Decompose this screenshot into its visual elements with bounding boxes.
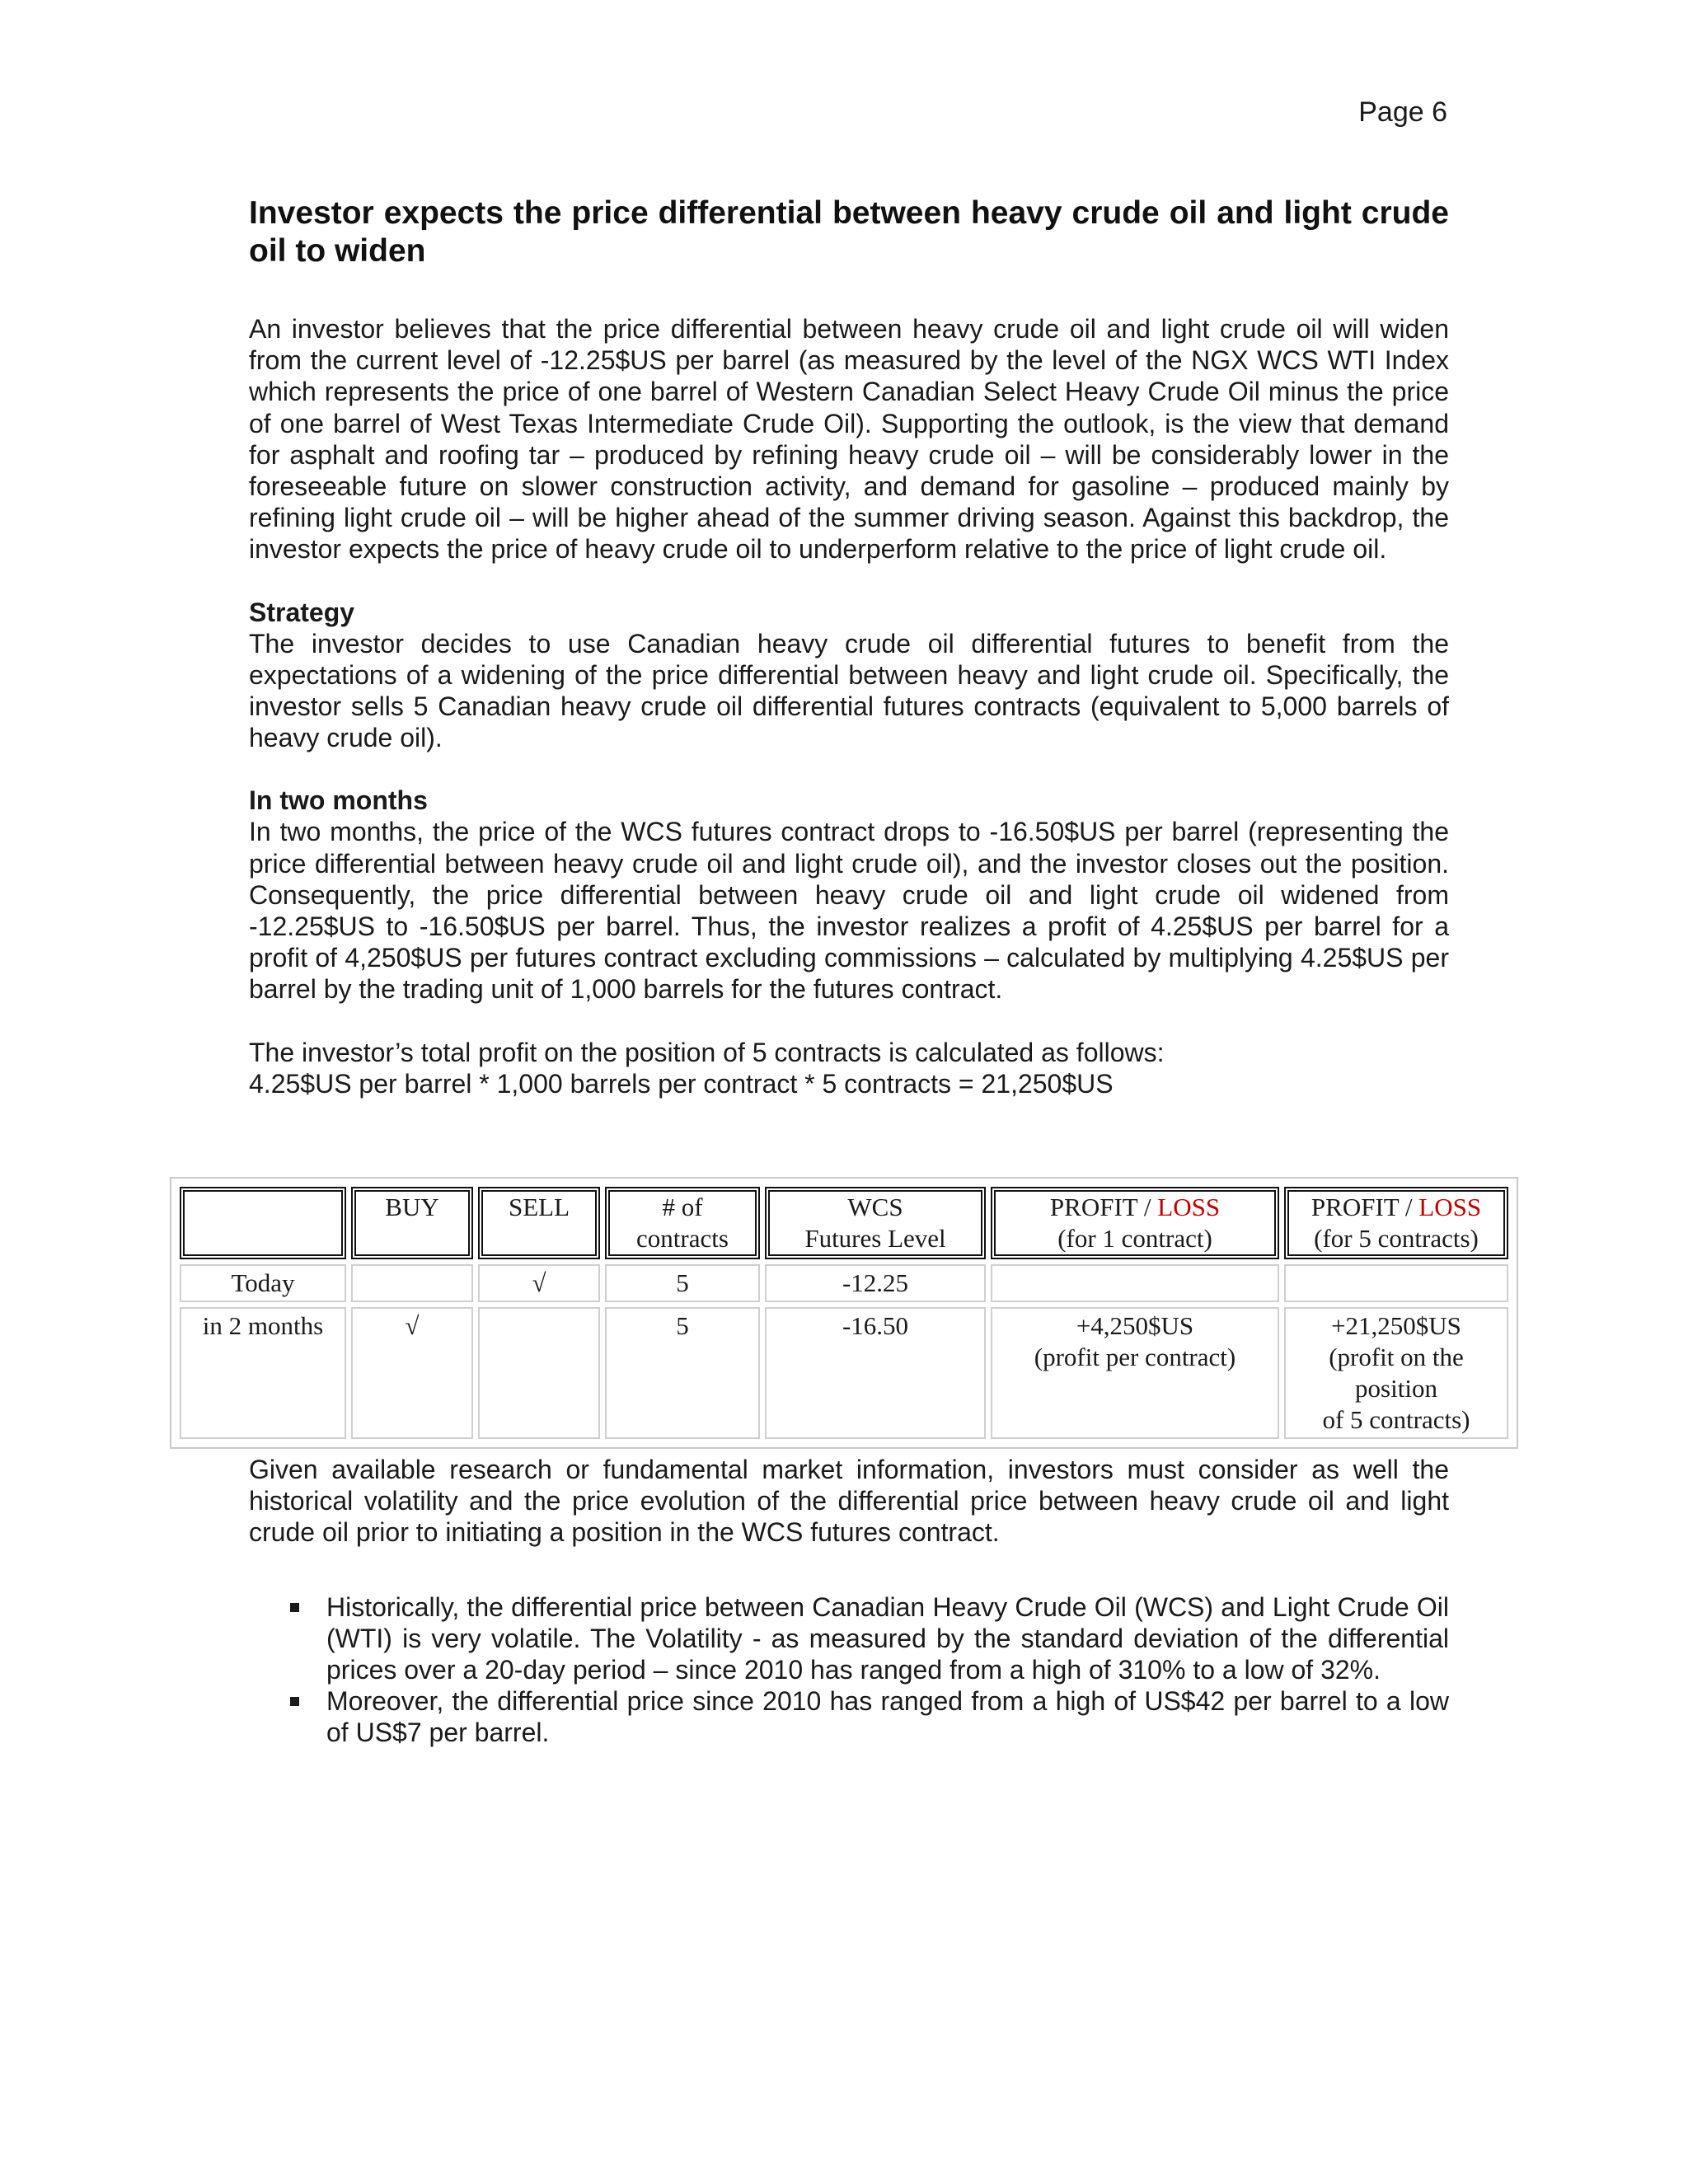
total-profit-line-2: 4.25$US per barrel * 1,000 barrels per contract * 5 contracts = 21,250$US [249, 1068, 1114, 1099]
square-bullet-icon [290, 1603, 299, 1612]
header-contracts-line-2: contracts [636, 1224, 729, 1253]
main-content [249, 194, 1449, 1099]
cell-sell: √ [478, 1264, 600, 1302]
header-sell: SELL [478, 1187, 600, 1259]
header-buy: BUY [351, 1187, 473, 1259]
profit-1-note: (profit per contract) [1034, 1343, 1236, 1371]
cell-buy: √ [351, 1307, 473, 1439]
header-wcs-line-2: Futures Level [804, 1224, 946, 1253]
header-profit-5-sub: (for 5 contracts) [1314, 1224, 1479, 1253]
page-title: Investor expects the price differential between heavy crude oil and light crude oil to widen [249, 195, 1449, 269]
header-profit-1 [991, 1187, 1279, 1259]
header-wcs-line-1: WCS [847, 1193, 903, 1221]
header-contracts [605, 1187, 760, 1259]
profit-loss-table-frame [170, 1177, 1518, 1449]
profit-5-note-2: of 5 contracts) [1322, 1405, 1470, 1434]
profit-5-note-1: (profit on the position [1329, 1343, 1464, 1403]
cell-profit-5 [1284, 1264, 1508, 1302]
cell-buy [351, 1264, 473, 1302]
header-profit-word: PROFIT / [1049, 1193, 1151, 1221]
profit-loss-table [175, 1182, 1513, 1444]
header-wcs [765, 1187, 986, 1259]
two-months-title: In two months [249, 785, 428, 816]
header-contracts-line-1: # of [662, 1193, 703, 1221]
cell-contracts: 5 [605, 1307, 760, 1439]
strategy-title: Strategy [249, 597, 355, 627]
header-profit-1-sub: (for 1 contract) [1057, 1224, 1212, 1253]
cell-wcs-level: -12.25 [765, 1264, 986, 1302]
header-profit-5 [1284, 1187, 1508, 1259]
profit-1-value: +4,250$US [1076, 1311, 1194, 1340]
list-item [249, 1685, 1449, 1748]
cell-profit-1 [991, 1307, 1279, 1439]
header-loss-word: LOSS [1418, 1193, 1482, 1221]
total-profit-line-1: The investor’s total profit on the position of 5 contracts is calculated as follows: [249, 1037, 1165, 1067]
intro-paragraph: An investor believes that the price differential between heavy crude oil and light crude oil will widen from the current level of -12.25$US per barrel (as measured by the level of the NGX WCS WTI Index which represents the price of one barrel of Western Canadian Select Heavy Crude Oil minus the price of one barrel of West Texas Intermediate Crude Oil). Supporting the outlook, is the view that demand for asphalt and roofing tar – produced by refining heavy crude oil – will be considerably lower in the foreseeable future on slower construction activity, and demand for gasoline – produced mainly by refining light crude oil – will be higher ahead of the summer driving season. Against this backdrop, the investor expects the price of heavy crude oil to underperform relative to the price of light crude oil. [249, 314, 1449, 565]
cell-profit-1 [991, 1264, 1279, 1302]
list-item [249, 1591, 1449, 1686]
table-header-row [180, 1187, 1508, 1259]
bullet-text: Historically, the differential price between Canadian Heavy Crude Oil (WCS) and Light Crude Oil (WTI) is very volatile. The Volatility - as measured by the standard deviation of the differential prices over a 20-day period – since 2010 has ranged from a high of 310% to a low of 32%. [326, 1591, 1449, 1685]
square-bullet-icon [290, 1697, 299, 1706]
header-profit-word: PROFIT / [1311, 1193, 1413, 1221]
cell-label: Today [180, 1264, 346, 1302]
bullet-text: Moreover, the differential price since 2010 has ranged from a high of US$42 per barrel to a low of US$7 per barrel. [326, 1686, 1449, 1748]
strategy-paragraph: The investor decides to use Canadian heavy crude oil differential futures to benefit from the expectations of a widening of the price differential between heavy and light crude oil. Specifically, the investor sells 5 Canadian heavy crude oil differential futures contracts (equivalent to 5,000 barrels of heavy crude oil). [249, 628, 1449, 753]
cell-wcs-level: -16.50 [765, 1307, 986, 1439]
header-empty [180, 1187, 346, 1259]
page-number: Page 6 [1358, 96, 1447, 128]
table-row [180, 1307, 1508, 1439]
header-loss-word: LOSS [1157, 1193, 1221, 1221]
two-months-paragraph: In two months, the price of the WCS futures contract drops to -16.50$US per barrel (representing the price differential between heavy crude oil and light crude oil), and the investor closes out the position. Consequently, the price differential between heavy crude oil and light crude oil widened from -12.25$US to -16.50$US per barrel. Thus, the investor realizes a profit of 4.25$US per barrel for a profit of 4,250$US per futures contract excluding commissions – calculated by multiplying 4.25$US per barrel by the trading unit of 1,000 barrels for the futures contract. [249, 817, 1449, 1005]
bullet-list [249, 1591, 1449, 1749]
cell-profit-5 [1284, 1307, 1508, 1439]
cell-contracts: 5 [605, 1264, 760, 1302]
cell-sell [478, 1307, 600, 1439]
closing-section [249, 1454, 1449, 1749]
profit-5-value: +21,250$US [1331, 1311, 1461, 1340]
cell-label: in 2 months [180, 1307, 346, 1439]
table-row [180, 1264, 1508, 1302]
closing-paragraph: Given available research or fundamental market information, investors must consider as well the historical volatility and the price evolution of the differential price between heavy crude oil and light crude oil prior to initiating a position in the WCS futures contract. [249, 1455, 1449, 1548]
